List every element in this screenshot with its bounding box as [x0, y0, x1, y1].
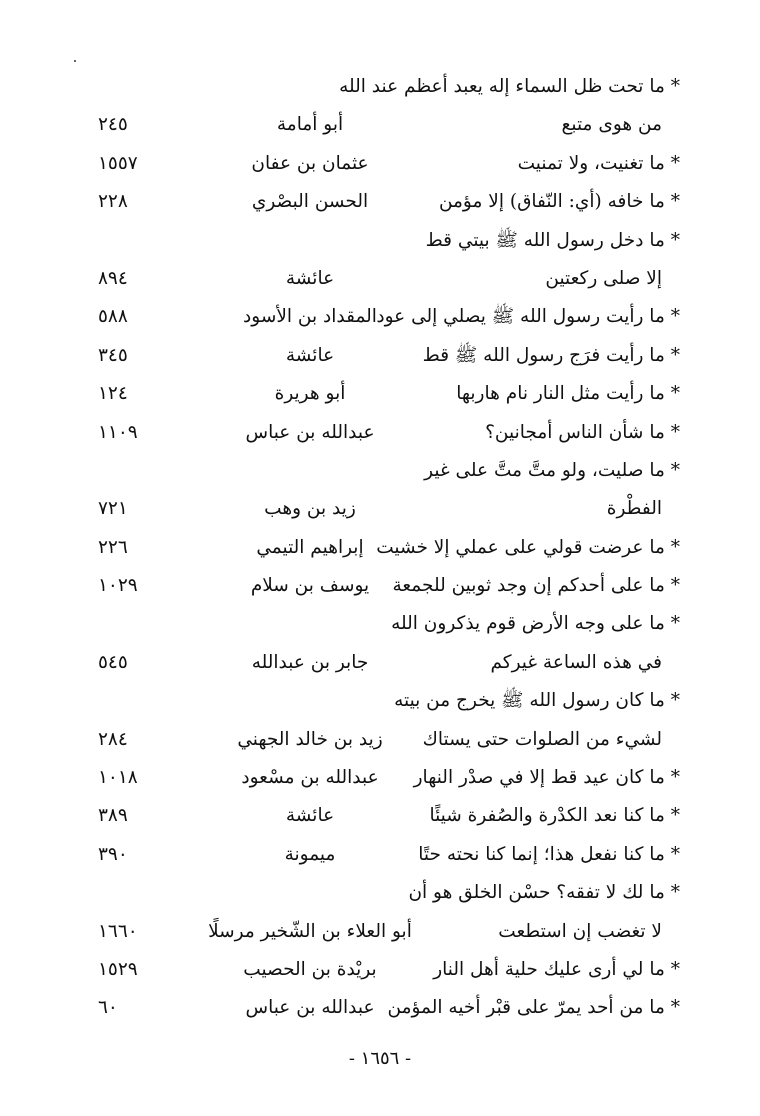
entry-narrator: عثمان بن عفان	[251, 152, 369, 174]
entry-narrator: زيد بن وهب	[264, 498, 356, 520]
entry-text: * ما على أحدكم إن وجد ثوبين للجمعة	[392, 575, 680, 597]
entry-narrator: أبو أمامة	[276, 114, 344, 136]
entry-narrator: جابر بن عبدالله	[251, 651, 369, 673]
entry-number: ١٥٥٧	[98, 152, 138, 174]
entry-text: * ما دخل رسول الله ﷺ بيتي قط	[425, 229, 680, 251]
index-entry	[0, 799, 760, 837]
entry-text-continuation: لا تغضب إن استطعت	[498, 920, 662, 942]
entry-number: ٥٨٨	[98, 306, 128, 328]
entry-number: ٣٨٩	[98, 805, 128, 827]
entry-text: * ما رأيت رسول الله ﷺ يصلي إلى عود	[376, 306, 680, 328]
stray-dot	[74, 60, 76, 62]
entry-narrator: المقداد بن الأسود	[243, 306, 377, 328]
index-entry	[0, 185, 760, 223]
entry-text: * ما على وجه الأرض قوم يذكرون الله	[391, 613, 680, 635]
index-entry	[0, 531, 760, 569]
entry-text: * ما خافه (أي: النّفاق) إلا مؤمن	[438, 191, 680, 213]
entry-narrator: عائشة	[285, 267, 335, 289]
entry-text: * ما تغنيت، ولا تمنيت	[517, 152, 680, 174]
entry-number: ١٦٦٠	[98, 920, 138, 942]
index-entry	[0, 377, 760, 415]
index-entry	[0, 108, 760, 146]
entry-text: * ما كنا نفعل هذا؛ إنما كنا نحته حتًا	[418, 843, 680, 865]
index-entry	[0, 70, 760, 108]
index-entry	[0, 838, 760, 876]
entry-text-continuation: من هوى متبع	[561, 114, 662, 136]
index-entry	[0, 224, 760, 262]
index-entry	[0, 492, 760, 530]
entry-text: * ما شأن الناس أمجانين؟	[485, 421, 680, 443]
entry-text: * ما رأيت مثل النار نام هاربها	[456, 383, 680, 405]
index-entry	[0, 416, 760, 454]
entry-text-continuation: الفطْرة	[606, 498, 662, 520]
entry-narrator: إبراهيم التيمي	[256, 536, 364, 558]
index-entry	[0, 454, 760, 492]
entry-narrator: زيد بن خالد الجهني	[237, 728, 383, 750]
entry-text: * ما كنا نعد الكدْرة والصُفرة شيئًا	[429, 805, 680, 827]
index-entry	[0, 607, 760, 645]
entry-number: ٣٩٠	[98, 843, 128, 865]
index-entry	[0, 569, 760, 607]
entry-number: ٦٠	[98, 997, 118, 1019]
page-number: - ١٦٥٦ -	[348, 1048, 412, 1069]
index-entry	[0, 339, 760, 377]
entry-number: ٨٩٤	[98, 267, 128, 289]
entry-number: ١١٠٩	[98, 421, 138, 443]
entry-narrator: عائشة	[285, 805, 335, 827]
entry-number: ١٥٢٩	[98, 958, 138, 980]
entry-number: ٢٨٤	[98, 728, 128, 750]
entry-narrator: عبدالله بن عباس	[245, 997, 375, 1019]
entry-text: * ما لي أرى عليك حلية أهل النار	[433, 958, 680, 980]
entry-number: ٢٤٥	[98, 114, 128, 136]
entry-number: ٧٢١	[98, 498, 128, 520]
index-entry	[0, 761, 760, 799]
entry-text: * ما عرضت قولي على عملي إلا خشيت	[376, 536, 680, 558]
entry-narrator: عبدالله بن عباس	[245, 421, 375, 443]
index-entry	[0, 876, 760, 914]
entry-narrator: بريْدة بن الحصيب	[243, 958, 377, 980]
entry-narrator: عائشة	[285, 344, 335, 366]
entry-narrator: أبو هريرة	[274, 383, 346, 405]
entry-narrator: يوسف بن سلام	[250, 575, 370, 597]
entry-text: * ما رأيت فرَج رسول الله ﷺ قط	[422, 344, 680, 366]
entry-number: ٥٤٥	[98, 651, 128, 673]
entry-number: ٢٢٦	[98, 536, 128, 558]
index-entry	[0, 953, 760, 991]
entry-narrator: عبدالله بن مسْعود	[241, 767, 379, 789]
entry-text: * ما لك لا تفقه؟ حسْن الخلق هو أن	[408, 882, 680, 904]
entry-narrator: أبو العلاء بن الشّخير مرسلًا	[208, 920, 412, 942]
entry-text: * ما صليت، ولو متَّ متَّ على غير	[424, 459, 680, 481]
index-entry	[0, 915, 760, 953]
entry-text: * ما كان رسول الله ﷺ يخرج من بيته	[394, 690, 680, 712]
entry-number: ٢٢٨	[98, 191, 128, 213]
index-entry	[0, 300, 760, 338]
index-entry	[0, 991, 760, 1029]
index-entry	[0, 684, 760, 722]
index-entry	[0, 147, 760, 185]
entry-narrator: ميمونة	[284, 843, 336, 865]
entry-text-continuation: لشيء من الصلوات حتى يستاك	[422, 728, 662, 750]
index-entry	[0, 646, 760, 684]
index-entry	[0, 262, 760, 300]
entry-text: * ما كان عيد قط إلا في صدْر النهار	[413, 767, 680, 789]
entry-text: * ما من أحد يمرّ على قبْر أخيه المؤمن	[387, 997, 680, 1019]
entry-text-continuation: إلا صلى ركعتين	[545, 267, 662, 289]
entry-text: * ما تحت ظل السماء إله يعبد أعظم عند الله	[339, 76, 680, 97]
entry-number: ١٠٢٩	[98, 575, 138, 597]
entry-narrator: الحسن البصْري	[251, 191, 369, 213]
entry-number: ٣٤٥	[98, 344, 128, 366]
hadith-index-list	[0, 70, 760, 1030]
entry-text-continuation: في هذه الساعة غيركم	[490, 651, 662, 673]
entry-number: ١٠١٨	[98, 767, 138, 789]
index-entry	[0, 723, 760, 761]
entry-number: ١٢٤	[98, 383, 128, 405]
